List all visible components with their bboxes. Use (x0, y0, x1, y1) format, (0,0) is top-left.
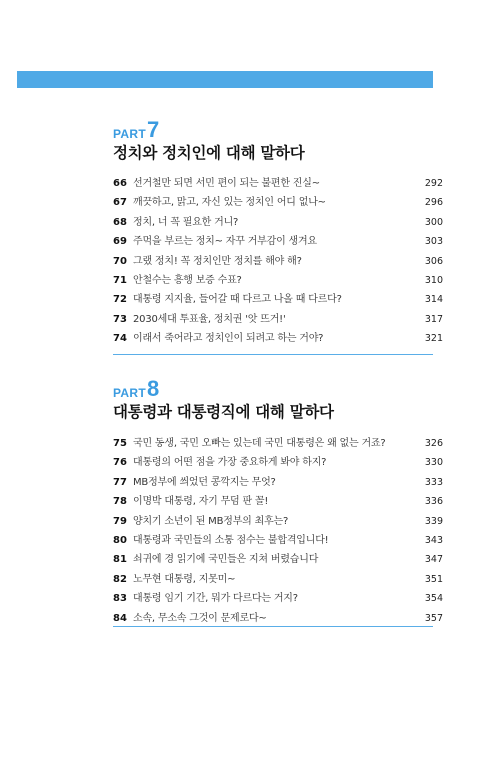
toc-entry[interactable] (113, 512, 443, 531)
entry-number: 80 (113, 534, 127, 546)
entry-title: 국민 동생, 국민 오빠는 있는데 국민 대통령은 왜 없는 거죠? (133, 438, 386, 449)
entry-title: 노무현 대통령, 지못미~ (133, 573, 236, 585)
entry-page: 310 (424, 274, 443, 286)
toc-entry[interactable] (113, 473, 443, 492)
part-number: 8 (146, 376, 160, 402)
entry-page: 343 (424, 534, 443, 546)
entry-page: 354 (424, 593, 443, 605)
entry-title: 이래서 죽어라고 정치인이 되려고 하는 거야? (133, 333, 324, 345)
entry-number: 75 (113, 438, 127, 449)
toc-list (113, 434, 443, 628)
entry-number: 67 (113, 197, 127, 209)
entry-title: 정치, 너 꼭 필요한 거니? (133, 216, 239, 228)
toc-entry[interactable] (113, 174, 443, 193)
entry-number: 84 (113, 612, 127, 624)
part-title: 대통령과 대통령직에 대해 말하다 (113, 403, 334, 421)
entry-page: 321 (424, 333, 443, 345)
entry-page: 333 (424, 476, 443, 488)
entry-page: 300 (424, 216, 443, 228)
toc-entry[interactable] (113, 329, 443, 348)
entry-number: 68 (113, 216, 127, 228)
entry-page: 303 (424, 236, 443, 248)
part-number: 7 (146, 117, 160, 143)
toc-entry[interactable] (113, 213, 443, 232)
entry-page: 357 (424, 612, 443, 624)
entry-number: 77 (113, 476, 127, 488)
entry-title: MB정부에 씌었던 콩깍지는 무엇? (133, 476, 276, 488)
entry-page: 330 (424, 457, 443, 469)
toc-list (113, 174, 443, 349)
section-divider (113, 354, 433, 355)
section-divider (113, 626, 433, 627)
entry-number: 70 (113, 255, 127, 267)
entry-number: 72 (113, 294, 127, 306)
entry-number: 73 (113, 313, 127, 325)
part-title: 정치와 정치인에 대해 말하다 (113, 144, 305, 162)
entry-page: 339 (424, 515, 443, 527)
toc-entry[interactable] (113, 271, 443, 290)
toc-entry[interactable] (113, 453, 443, 472)
entry-page: 317 (424, 313, 443, 325)
entry-title: 대통령과 국민들의 소통 점수는 불합격입니다! (133, 534, 329, 546)
entry-number: 66 (113, 178, 127, 189)
entry-title: 소속, 무소속 그것이 문제로다~ (133, 612, 267, 624)
entry-number: 83 (113, 593, 127, 605)
toc-entry[interactable] (113, 310, 443, 329)
entry-number: 81 (113, 554, 127, 566)
part-word: PART (113, 386, 146, 400)
entry-number: 69 (113, 236, 127, 248)
entry-number: 78 (113, 496, 127, 508)
toc-entry[interactable] (113, 531, 443, 550)
entry-page: 336 (424, 496, 443, 508)
entry-number: 71 (113, 274, 127, 286)
toc-entry[interactable] (113, 609, 443, 628)
entry-title: 그랬 정치! 꼭 정치인만 정치를 해야 해? (133, 255, 302, 267)
entry-title: 대통령의 어떤 점을 가장 중요하게 봐야 하지? (133, 457, 327, 469)
entry-page: 306 (424, 255, 443, 267)
top-color-band (17, 71, 433, 88)
entry-title: 깨끗하고, 맑고, 자신 있는 정치인 어디 없나~ (133, 197, 326, 209)
toc-entry[interactable] (113, 550, 443, 569)
toc-entry[interactable] (113, 589, 443, 608)
entry-page: 326 (424, 438, 443, 449)
part-label (113, 376, 443, 402)
entry-page: 347 (424, 554, 443, 566)
toc-entry[interactable] (113, 570, 443, 589)
entry-number: 82 (113, 573, 127, 585)
entry-number: 74 (113, 333, 127, 345)
toc-entry[interactable] (113, 193, 443, 212)
entry-title: 쇠귀에 경 읽기에 국민들은 지쳐 버렸습니다 (133, 554, 319, 566)
entry-number: 79 (113, 515, 127, 527)
entry-title: 대통령 임기 기간, 뭐가 다르다는 거지? (133, 593, 298, 605)
part-8-section (113, 377, 443, 628)
entry-page: 296 (424, 197, 443, 209)
entry-page: 351 (424, 573, 443, 585)
part-word: PART (113, 127, 146, 141)
toc-entry[interactable] (113, 290, 443, 309)
entry-number: 76 (113, 457, 127, 469)
entry-title: 이명박 대통령, 자기 무덤 판 꼴! (133, 496, 269, 508)
entry-title: 안철수는 흥행 보증 수표? (133, 274, 242, 286)
toc-entry[interactable] (113, 232, 443, 251)
toc-entry[interactable] (113, 492, 443, 511)
entry-page: 292 (424, 178, 443, 189)
entry-page: 314 (424, 294, 443, 306)
entry-title: 양치기 소년이 된 MB정부의 최후는? (133, 515, 289, 527)
entry-title: 대통령 지지율, 들어갈 때 다르고 나올 때 다르다? (133, 294, 342, 306)
part-label (113, 117, 443, 143)
entry-title: 2030세대 투표율, 정치권 '앗 뜨거!' (133, 313, 286, 325)
toc-entry[interactable] (113, 434, 443, 453)
part-7-section (113, 118, 443, 349)
toc-entry[interactable] (113, 252, 443, 271)
entry-title: 주먹을 부르는 정치~ 자꾸 거부감이 생겨요 (133, 236, 317, 248)
entry-title: 선거철만 되면 서민 편이 되는 불편한 진실~ (133, 178, 320, 189)
